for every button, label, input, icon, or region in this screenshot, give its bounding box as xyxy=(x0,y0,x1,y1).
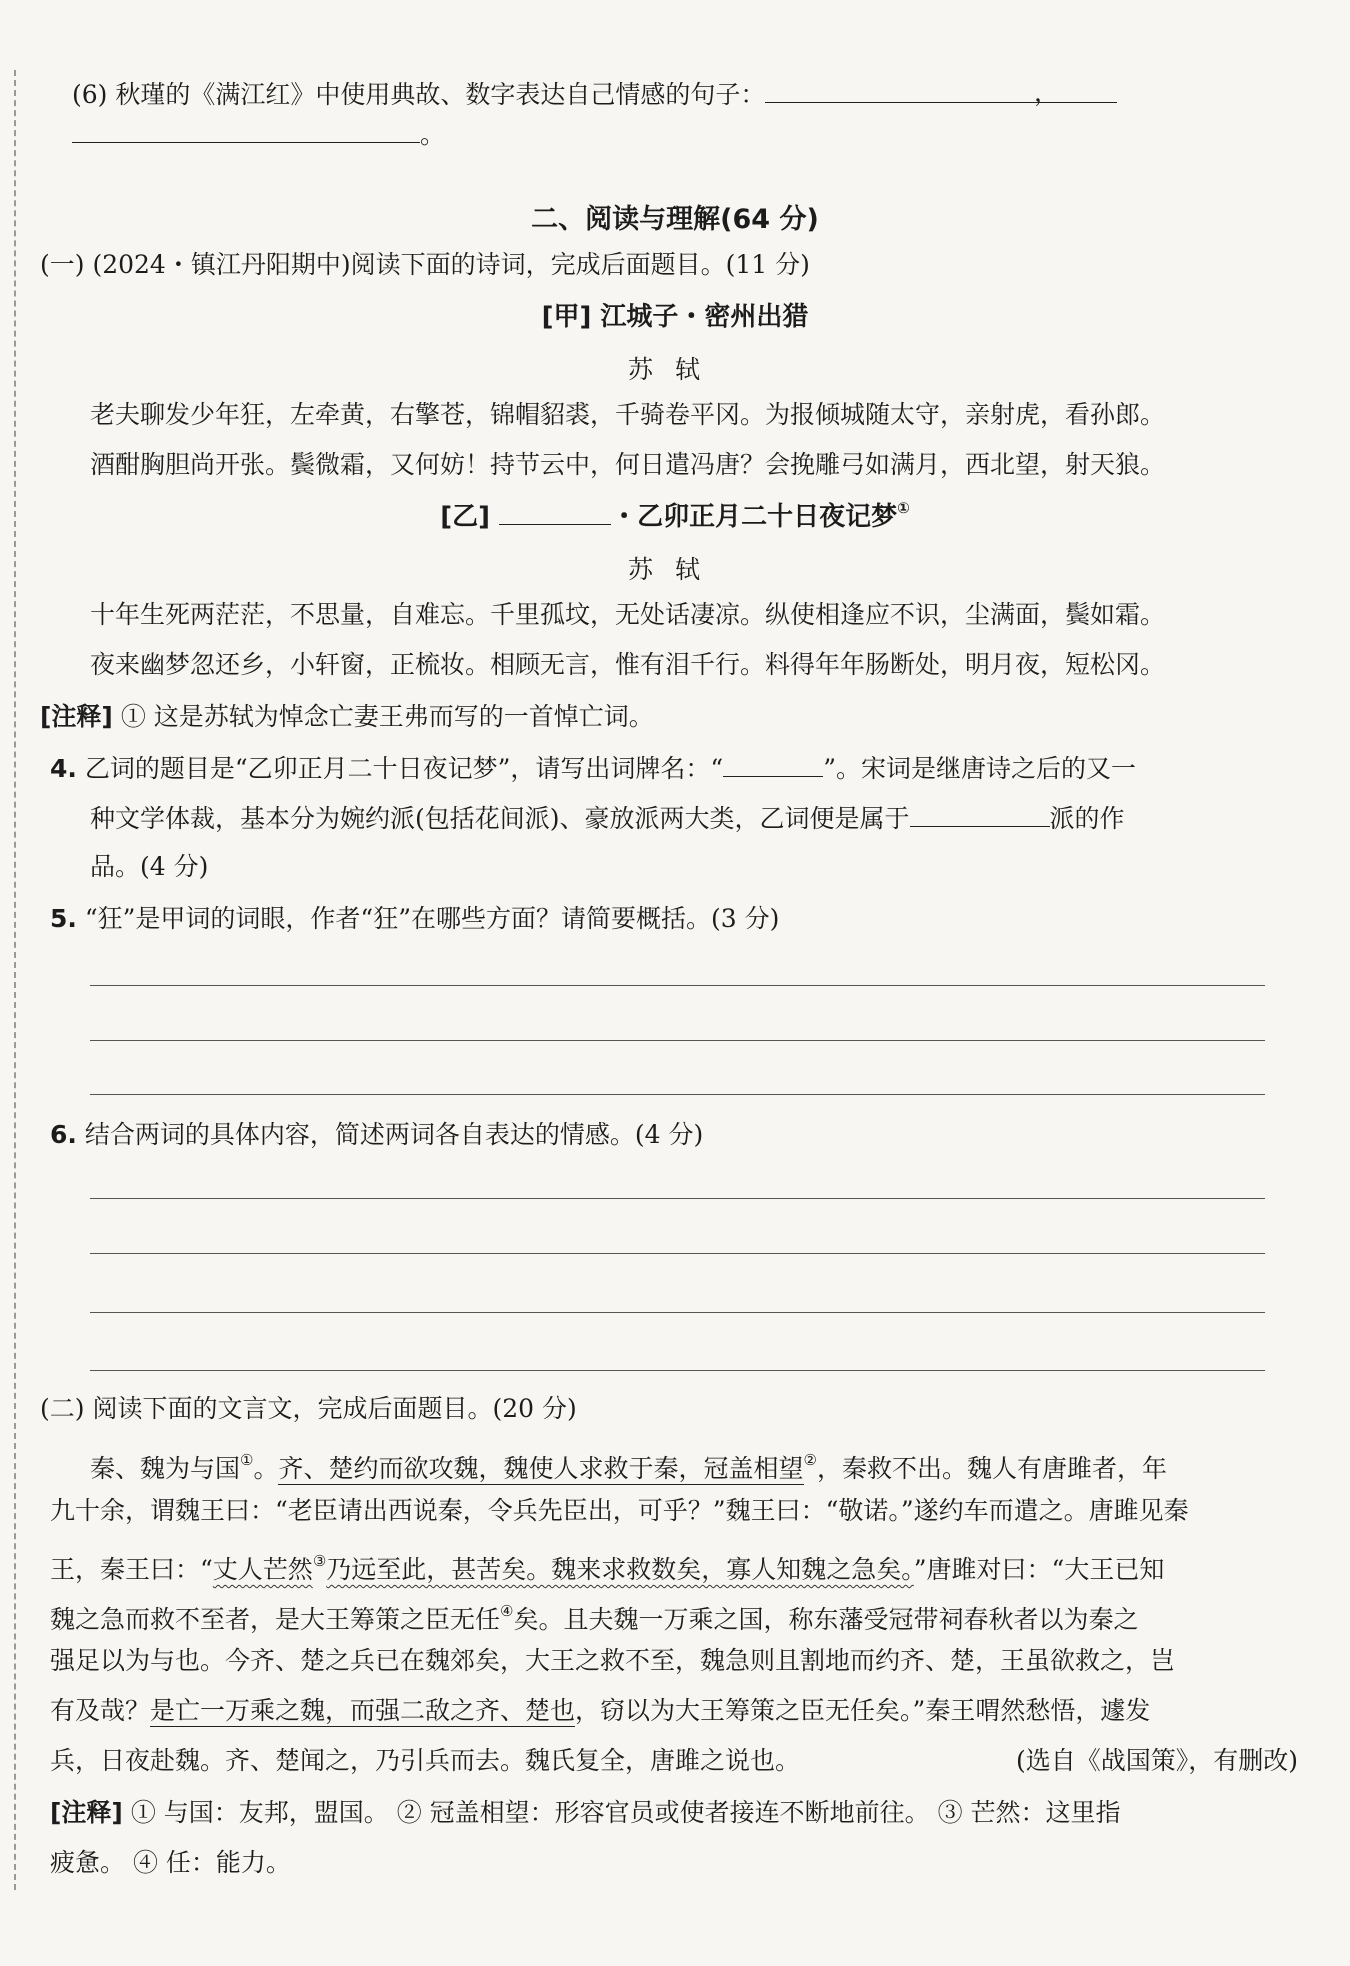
q5-text: “狂”是甲词的词眼，作者“狂”在哪些方面？请简要概括。(3 分) xyxy=(84,904,780,933)
source-citation: (选自《战国策》，有删改) xyxy=(1015,1746,1298,1775)
poemB-title xyxy=(0,496,1350,533)
q6-text: 结合两词的具体内容，简述两词各自表达的情感。(4 分) xyxy=(84,1120,704,1149)
q4-blank-cipai[interactable] xyxy=(723,750,823,777)
section-title: 二、阅读与理解(64 分) xyxy=(531,204,819,235)
classical-text-line3 xyxy=(50,1544,1164,1587)
note-marker-3: ③ xyxy=(312,1552,327,1570)
wavy-sentence-b: 乃远至此，甚苦矣。魏来求救数矣，寡人知魏之急矣。 xyxy=(326,1555,914,1584)
question-6 xyxy=(50,1118,703,1152)
text-p3a: 王，秦王曰：“ xyxy=(50,1555,213,1584)
question-4-line1 xyxy=(50,750,1136,786)
note-label-2: [注释] xyxy=(50,1798,123,1827)
classical-notes-line2: 疲惫。 ④ 任：能力。 xyxy=(50,1848,291,1877)
text-p3b: ”唐雎对曰：“大王已知 xyxy=(913,1555,1165,1584)
poemB-title-prefix: [乙] xyxy=(440,502,490,532)
poemB-title-suffix: ・乙卯正月二十日夜记梦 xyxy=(611,502,898,532)
note-text: ① 这是苏轼为悼念亡妻王弗而写的一首悼亡词。 xyxy=(120,702,654,731)
item6-blank-1[interactable] xyxy=(765,76,1117,103)
classical-notes-line1 xyxy=(50,1796,1121,1830)
classical-text-line4 xyxy=(50,1594,1138,1637)
classical-text-line6 xyxy=(50,1694,1150,1728)
poemB-title-blank[interactable] xyxy=(499,498,611,525)
text-p1b: 。 xyxy=(253,1454,279,1483)
question-5 xyxy=(50,902,779,936)
question-4-line2 xyxy=(90,800,1125,836)
part2-intro: (二) 阅读下面的文言文，完成后面题目。(20 分) xyxy=(40,1394,577,1423)
note-marker-4: ④ xyxy=(500,1602,514,1620)
poem-note xyxy=(40,700,654,734)
item6 xyxy=(72,76,1117,112)
text-p6b: ，窃以为大王筹策之臣无任矣。”秦王喟然愁悟，遽发 xyxy=(575,1696,1151,1725)
wavy-sentence-a: 丈人芒然 xyxy=(212,1555,313,1584)
classical-text-line5: 强足以为与也。今齐、楚之兵已在魏郊矣，大王之救不至，魏急则且割地而约齐、楚，王虽欲救之，岂 xyxy=(50,1646,1176,1675)
q4-text-d: 派的作 xyxy=(1049,804,1125,833)
classical-text-line7: 兵，日夜赴魏。齐、楚闻之，乃引兵而去。魏氏复全，唐雎之说也。 xyxy=(50,1746,801,1775)
part1-intro: (一) (2024・镇江丹阳期中)阅读下面的诗词，完成后面题目。(11 分) xyxy=(40,250,810,279)
q6-number: 6. xyxy=(50,1120,77,1149)
poemB-author: 苏轼 xyxy=(627,555,722,584)
poemA-author: 苏轼 xyxy=(627,355,722,384)
item6-line2 xyxy=(72,116,445,152)
text-p1a: 秦、魏为与国 xyxy=(90,1454,241,1483)
q4-text-b: ”。宋词是继唐诗之后的又一 xyxy=(823,754,1137,783)
q5-number: 5. xyxy=(50,904,77,933)
note-label: [注释] xyxy=(40,702,113,731)
poemA-line2: 酒酣胸胆尚开张。鬓微霜，又何妨！持节云中，何日遣冯唐？会挽雕弓如满月，西北望，射天狼。 xyxy=(90,450,1166,479)
q6-answer-line-4[interactable] xyxy=(90,1370,1265,1371)
text-p4a: 魏之急而救不至者，是大王筹策之臣无任 xyxy=(50,1605,501,1634)
note-marker-2: ② xyxy=(803,1451,817,1469)
q5-answer-line-1[interactable] xyxy=(90,985,1265,986)
text-p4b: 矣。且夫魏一万乘之国，称东藩受冠带祠春秋者以为秦之 xyxy=(513,1605,1139,1634)
question-4-line3: 品。(4 分) xyxy=(90,852,209,881)
notes-text-1: ① 与国：友邦，盟国。 ② 冠盖相望：形容官员或使者接连不断地前往。 ③ 芒然：这里指 xyxy=(130,1798,1121,1827)
poemB-note-marker: ① xyxy=(897,499,910,517)
classical-text-line2: 九十余，谓魏王曰：“老臣请出西说秦，令兵先臣出，可乎？”魏王曰：“敬诺。”遂约车而遣之。唐雎见秦 xyxy=(50,1496,1189,1525)
q4-blank-school[interactable] xyxy=(910,800,1050,827)
q5-answer-line-2[interactable] xyxy=(90,1040,1265,1041)
poemA-title: [甲] 江城子・密州出猎 xyxy=(541,302,809,332)
item6-blank-2[interactable] xyxy=(72,116,420,143)
item6-period: 。 xyxy=(420,120,446,149)
text-p1c: ，秦救不出。魏人有唐雎者，年 xyxy=(816,1454,1167,1483)
item6-comma: ， xyxy=(1034,78,1060,107)
poemB-line1: 十年生死两茫茫，不思量，自难忘。千里孤坟，无处话凄凉。纵使相逢应不识，尘满面，鬓如霜。 xyxy=(90,600,1166,629)
classical-text-line1 xyxy=(90,1443,1167,1486)
q6-answer-line-2[interactable] xyxy=(90,1253,1265,1254)
underlined-sentence-2: 是亡一万乘之魏，而强二敌之齐、楚也 xyxy=(150,1696,576,1725)
item6-text: (6) 秋瑾的《满江红》中使用典故、数字表达自己情感的句子： xyxy=(72,80,766,109)
poemA-line1: 老夫聊发少年狂，左牵黄，右擎苍，锦帽貂裘，千骑卷平冈。为报倾城随太守，亲射虎，看孙郎。 xyxy=(90,400,1166,429)
q4-text-c: 种文学体裁，基本分为婉约派(包括花间派)、豪放派两大类，乙词便是属于 xyxy=(90,804,910,833)
q6-answer-line-3[interactable] xyxy=(90,1312,1265,1313)
q6-answer-line-1[interactable] xyxy=(90,1198,1265,1199)
q4-number: 4. xyxy=(50,754,77,783)
text-p6a: 有及哉？ xyxy=(50,1696,151,1725)
poemB-line2: 夜来幽梦忽还乡，小轩窗，正梳妆。相顾无言，惟有泪千行。料得年年肠断处，明月夜，短松冈。 xyxy=(90,650,1166,679)
note-marker-1: ① xyxy=(240,1451,254,1469)
q5-answer-line-3[interactable] xyxy=(90,1094,1265,1095)
binding-margin-dashed-line xyxy=(14,70,16,1890)
underlined-sentence-1: 齐、楚约而欲攻魏，魏使人求救于秦，冠盖相望 xyxy=(278,1454,804,1483)
q4-text-a: 乙词的题目是“乙卯正月二十日夜记梦”，请写出词牌名：“ xyxy=(84,754,724,783)
